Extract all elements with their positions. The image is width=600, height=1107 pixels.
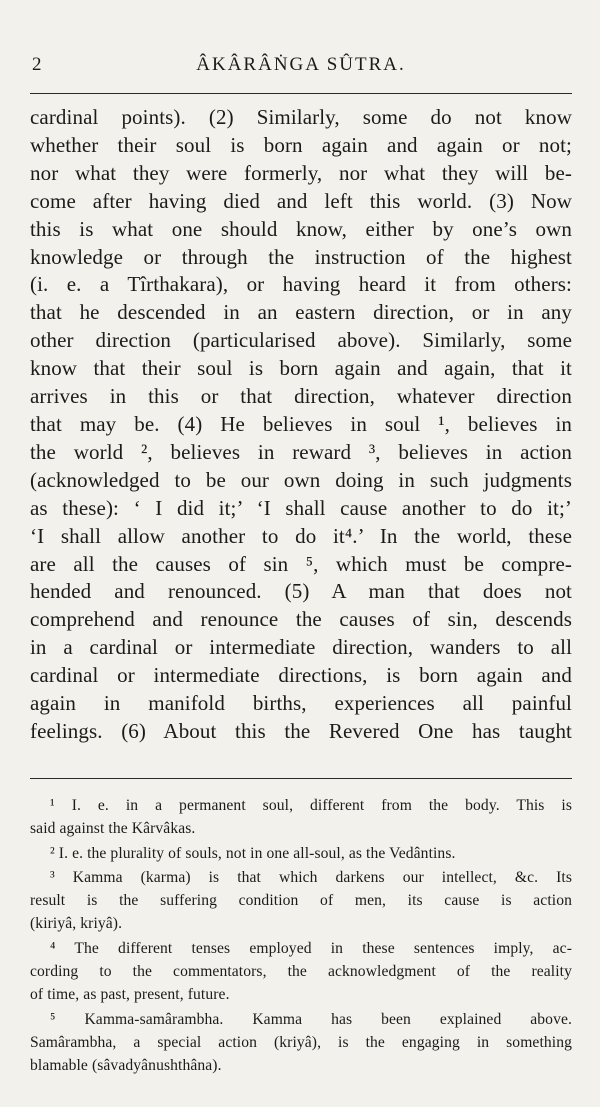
footnote-4 [30, 937, 572, 1007]
text-line: hended and renounced. (5) A man that does not [30, 579, 572, 604]
header-rule [30, 93, 572, 94]
footnote-line: Samârambha, a special action (kriyâ), is the engaging in something [30, 1033, 572, 1051]
footnote-line: ¹ I. e. in a permanent soul, different from the body. This is [50, 797, 572, 814]
main-text [30, 104, 572, 746]
text-line: whether their soul is born again and again or not; [30, 132, 572, 157]
footnote-2 [30, 842, 572, 865]
text-line: feelings. (6) About this the Revered One has taught [30, 718, 572, 743]
text-line: as these): ‘ I did it;’ ‘I shall cause another to do it;’ [30, 495, 572, 520]
text-line: arrives in this or that direction, whatever direction [30, 384, 572, 409]
running-title: ÂKÂRÂṄGA SÛTRA. [196, 54, 406, 75]
text-line: in a cardinal or intermediate direction, wanders to all [30, 635, 572, 660]
footnote-line: (kiriyâ, kriyâ). [30, 915, 123, 933]
text-line: comprehend and renounce the causes of sin, descends [30, 607, 572, 632]
page-header [30, 54, 572, 84]
footnote-line: ⁵ Kamma-samârambha. Kamma has been explained above. [50, 1010, 572, 1028]
text-line: come after having died and left this world. (3) Now [30, 188, 572, 213]
text-line: knowledge or through the instruction of the highest [30, 244, 572, 269]
text-line: cardinal or intermediate directions, is born again and [30, 663, 572, 688]
footnote-5 [30, 1008, 572, 1078]
footnote-line: cording to the commentators, the acknowledgment of the reality [30, 963, 572, 981]
footnote-line: result is the suffering condition of men, its cause is action [30, 892, 572, 910]
text-line: are all the causes of sin ⁵, which must be compre- [30, 551, 572, 576]
text-line: this is what one should know, either by one’s own [30, 216, 572, 241]
footnote-line: ³ Kamma (karma) is that which darkens our intellect, &c. Its [50, 868, 572, 886]
footnote-rule [30, 778, 572, 779]
footnote-line: blamable (sâvadyânushthâna). [30, 1057, 222, 1075]
footnote-3 [30, 866, 572, 936]
text-line: know that their soul is born again and again, that it [30, 356, 572, 381]
text-line: (acknowledged to be our own doing in such judgments [30, 467, 572, 492]
text-line: ‘I shall allow another to do it⁴.’ In the world, these [30, 523, 572, 548]
text-line: cardinal points). (2) Similarly, some do not know [30, 105, 572, 129]
text-line: that he descended in an eastern direction, or in any [30, 300, 572, 325]
page-number: 2 [32, 54, 42, 75]
text-line: (i. e. a Tîrthakara), or having heard it from others: [30, 272, 572, 297]
footnote-line: said against the Kârvâkas. [30, 820, 196, 838]
text-line: that may be. (4) He believes in soul ¹, believes in [30, 411, 572, 436]
text-line: again in manifold births, experiences all painful [30, 691, 572, 716]
footnote-line: of time, as past, present, future. [30, 986, 230, 1004]
text-line: nor what they were formerly, nor what they will be- [30, 160, 572, 185]
text-line: the world ², believes in reward ³, believes in action [30, 439, 572, 464]
footnote-1 [30, 794, 572, 841]
text-line: other direction (particularised above). Similarly, some [30, 328, 572, 353]
footnote-line: ⁴ The different tenses employed in these sentences imply, ac- [50, 939, 572, 957]
footnote-line: ² I. e. the plurality of souls, not in one all-soul, as the Vedântins. [50, 844, 456, 862]
footnotes [30, 794, 572, 1079]
